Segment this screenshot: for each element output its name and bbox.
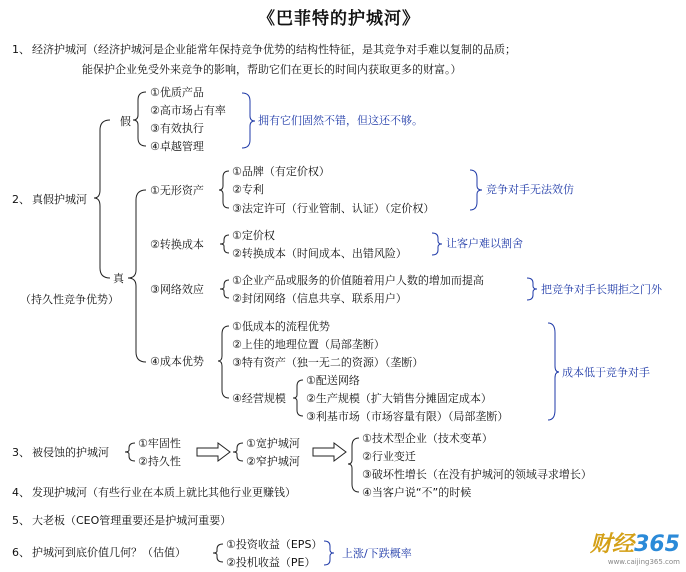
- page-title: 《巴菲特的护城河》: [258, 9, 420, 29]
- s3-a-2: ②持久性: [138, 455, 181, 468]
- note-bracket-switching: [432, 233, 442, 255]
- s4-number: 4、: [12, 486, 30, 499]
- scale-item-3: ③利基市场（市场容量有限）（局部垄断）: [306, 410, 509, 423]
- s2-number: 2、: [12, 193, 30, 206]
- fake-item-3: ③有效执行: [150, 122, 204, 135]
- note-bracket-intangible: [470, 170, 482, 210]
- bracket-s3-c: [348, 438, 359, 492]
- real-label: 真: [113, 272, 124, 285]
- real-sub: （持久性竞争优势）: [20, 293, 119, 306]
- s6-label: 护城河到底价值几何？（估值）: [32, 546, 186, 559]
- s3-label: 被侵蚀的护城河: [32, 446, 109, 459]
- brand-logo-text-b: 365: [634, 532, 680, 557]
- s3-b-2: ②窄护城河: [246, 455, 300, 468]
- intangible-note: 竞争对手无法效仿: [486, 183, 574, 196]
- cost-item-3: ③特有资产（独一无二的资源）（垄断）: [232, 356, 424, 369]
- arrow-s3-2: [313, 443, 346, 461]
- s5-number: 5、: [12, 514, 30, 527]
- s6-item-2: ②投机收益（PE）: [226, 556, 316, 569]
- s6-note: 上涨/下跌概率: [342, 547, 412, 560]
- s3-c-2: ②行业变迁: [362, 450, 416, 463]
- brand-logo: [590, 527, 680, 566]
- intangible-item-2: ②专利: [232, 183, 264, 196]
- brand-logo-text-a: 财经: [590, 532, 635, 557]
- s3-c-4: ④当客户说“不”的时候: [362, 486, 472, 499]
- s5-label: 大老板（CEO管理重要还是护城河重要）: [32, 514, 232, 527]
- intangible-label: ①无形资产: [150, 184, 204, 197]
- s3-c-1: ①技术型企业（技术变革）: [362, 432, 493, 445]
- fake-note: 拥有它们固然不错，但这还不够。: [258, 114, 423, 127]
- intangible-item-1: ①品牌（有定价权）: [232, 165, 330, 178]
- cost-label: ④成本优势: [150, 355, 204, 368]
- s2-label: 真假护城河: [32, 193, 87, 206]
- s3-b-1: ①宽护城河: [246, 437, 300, 450]
- s3-c-3: ③破坏性增长（在没有护城河的领域寻求增长）: [362, 468, 592, 481]
- bracket-s3-b: [233, 443, 243, 461]
- bracket-s2-main: [94, 120, 110, 278]
- cost-note: 成本低于竞争对手: [562, 366, 650, 379]
- arrow-s3-1: [197, 443, 230, 461]
- switching-item-2: ②转换成本（时间成本、出错风险）: [232, 247, 407, 260]
- bracket-cost: [218, 326, 229, 398]
- s1-line2: 能保护企业免受外来竞争的影响，帮助它们在更长的时间内获取更多的财富。）: [82, 63, 462, 76]
- note-bracket-s6: [324, 541, 334, 565]
- bracket-fake: [133, 92, 146, 146]
- bracket-intangible: [219, 171, 229, 208]
- note-bracket-cost: [548, 323, 559, 420]
- s6-number: 6、: [12, 546, 30, 559]
- fake-item-1: ①优质产品: [150, 86, 204, 99]
- network-note: 把竞争对手长期拒之门外: [541, 283, 662, 296]
- bracket-real: [128, 190, 146, 362]
- s4-label: 发现护城河（有些行业在本质上就比其他行业更赚钱）: [32, 486, 296, 499]
- cost-item-2: ②上佳的地理位置（局部垄断）: [232, 338, 385, 351]
- bracket-s6: [213, 544, 223, 562]
- brand-url: www.caijing365.com: [607, 558, 680, 566]
- bracket-scale: [293, 380, 303, 416]
- s1-label: 经济护城河（经济护城河是企业能常年保持竞争优势的结构性特征，是其竞争对手难以复制的品质；: [32, 43, 516, 56]
- scale-item-1: ①配送网络: [306, 374, 360, 387]
- bracket-network: [220, 280, 229, 298]
- fake-item-4: ④卓越管理: [150, 140, 204, 153]
- intangible-item-3: ③法定许可（行业管制、认证）（定价权）: [232, 202, 435, 215]
- switching-label: ②转换成本: [150, 238, 204, 251]
- fake-label: 假: [120, 115, 131, 128]
- network-label: ③网络效应: [150, 283, 204, 296]
- scale-label: ④经营规模: [232, 392, 286, 405]
- s3-number: 3、: [12, 446, 30, 459]
- s1-number: 1、: [12, 43, 30, 56]
- scale-item-2: ②生产规模（扩大销售分摊固定成本）: [306, 392, 492, 405]
- network-item-2: ②封闭网络（信息共享、联系用户）: [232, 292, 407, 305]
- switching-note: 让客户难以割舍: [446, 237, 523, 250]
- s3-a-1: ①牢固性: [138, 437, 181, 450]
- note-bracket-network: [527, 278, 537, 300]
- note-bracket-fake: [242, 93, 255, 148]
- cost-item-1: ①低成本的流程优势: [232, 320, 330, 333]
- s6-item-1: ①投资收益（EPS）: [226, 538, 323, 551]
- network-item-1: ①企业产品或服务的价值随着用户人数的增加而提高: [232, 274, 484, 287]
- bracket-s3-a: [125, 443, 135, 461]
- fake-item-2: ②高市场占有率: [150, 104, 226, 117]
- switching-item-1: ①定价权: [232, 229, 275, 242]
- bracket-switching: [220, 235, 229, 253]
